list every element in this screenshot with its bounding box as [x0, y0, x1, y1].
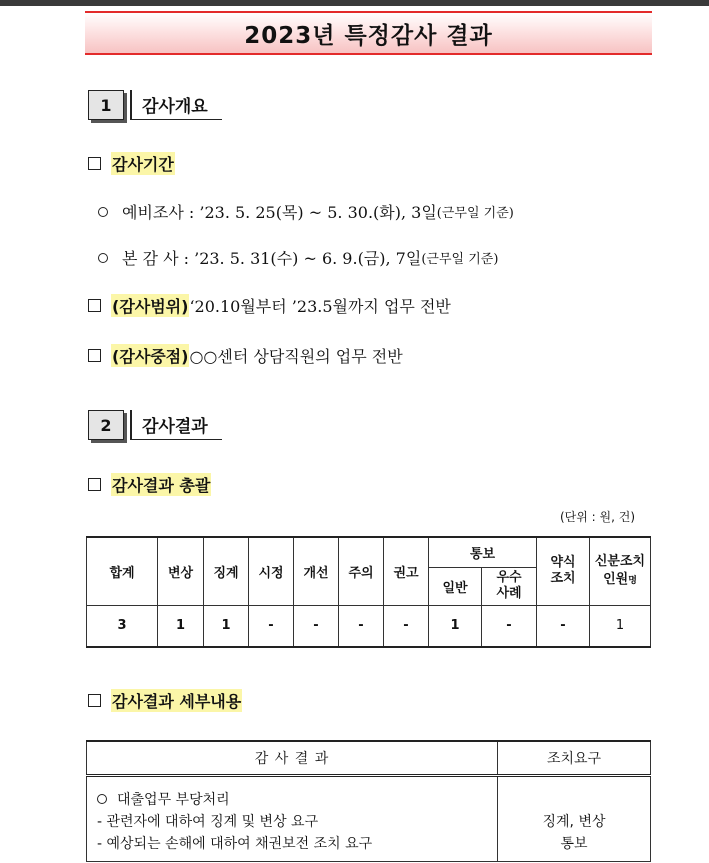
value-recommendation: - — [384, 605, 429, 647]
header-personnel-line2: 인원 — [603, 571, 629, 587]
value-correction: - — [249, 605, 294, 647]
focus-row — [88, 344, 403, 367]
detail-row — [87, 775, 651, 861]
detail-action-cell — [498, 775, 651, 861]
main-audit-text: 본 감 사 : ’23. 5. 31(수) ~ 6. 9.(금), 7일 — [122, 249, 422, 268]
scope-row — [88, 294, 451, 317]
scope-text: ‘20.10월부터 ’23.5월까지 업무 전반 — [189, 297, 451, 316]
header-compensation: 변상 — [158, 537, 204, 605]
detail-action-line2: 통보 — [560, 835, 588, 852]
pre-audit-note: (근무일 기준) — [436, 206, 514, 221]
value-notice-general: 1 — [429, 605, 482, 647]
header-personnel-unit: 명 — [628, 575, 637, 586]
checkbox-bullet-icon — [88, 349, 101, 362]
summary-label: 감사결과 총괄 — [111, 473, 211, 496]
detail-header-result: 감 사 결 과 — [87, 741, 498, 775]
detail-action-line1: 징계, 변상 — [542, 813, 606, 830]
document-title-banner — [85, 11, 652, 55]
scope-label: (감사범위) — [111, 294, 189, 317]
header-total: 합계 — [87, 537, 158, 605]
value-brief-action: - — [537, 605, 590, 647]
header-notice-best: 우수 사례 — [482, 567, 537, 605]
detail-item-title-line — [97, 789, 497, 811]
header-improvement: 개선 — [294, 537, 339, 605]
period-heading — [88, 152, 175, 175]
detail-label: 감사결과 세부내용 — [111, 689, 242, 712]
value-discipline: 1 — [204, 605, 249, 647]
header-brief-action: 약식 조치 — [537, 537, 590, 605]
focus-text: ○○센터 상담직원의 업무 전반 — [189, 347, 403, 366]
header-notice: 통보 — [429, 537, 537, 567]
unit-note: (단위 : 원, 건) — [560, 510, 636, 524]
window-top-bar — [0, 0, 709, 6]
detail-item-line2: - 예상되는 손해에 대하여 채권보전 조치 요구 — [97, 835, 373, 852]
detail-result-cell — [87, 775, 498, 861]
focus-label: (감사중점) — [111, 344, 189, 367]
main-audit-note: (근무일 기준) — [421, 252, 499, 267]
checkbox-bullet-icon — [88, 299, 101, 312]
summary-values-row — [87, 605, 651, 647]
checkbox-bullet-icon — [88, 694, 101, 707]
main-audit-row — [98, 246, 498, 269]
header-discipline: 징계 — [204, 537, 249, 605]
section-2-header — [88, 410, 222, 440]
section-title: 감사결과 — [132, 410, 222, 440]
pre-audit-row — [98, 200, 514, 223]
value-caution: - — [339, 605, 384, 647]
detail-item-title: 대출업무 부당처리 — [117, 791, 230, 808]
summary-table — [86, 536, 651, 648]
value-compensation: 1 — [158, 605, 204, 647]
section-number: 2 — [88, 410, 124, 440]
value-total: 3 — [87, 605, 158, 647]
checkbox-bullet-icon — [88, 478, 101, 491]
section-1-header — [88, 90, 222, 120]
circle-bullet-icon — [98, 253, 108, 263]
circle-bullet-icon — [97, 794, 107, 804]
value-improvement: - — [294, 605, 339, 647]
header-notice-general: 일반 — [429, 567, 482, 605]
header-personnel-line1: 신분조치 — [594, 553, 646, 569]
detail-table — [86, 740, 651, 862]
checkbox-bullet-icon — [88, 157, 101, 170]
header-recommendation: 권고 — [384, 537, 429, 605]
value-notice-best: - — [482, 605, 537, 647]
circle-bullet-icon — [98, 207, 108, 217]
detail-heading — [88, 689, 242, 712]
value-personnel: 1 — [590, 605, 651, 647]
header-caution: 주의 — [339, 537, 384, 605]
pre-audit-text: 예비조사 : ’23. 5. 25(목) ~ 5. 30.(화), 3일 — [122, 203, 437, 222]
header-personnel — [590, 537, 651, 605]
period-label: 감사기간 — [111, 152, 175, 175]
summary-heading — [88, 473, 211, 496]
detail-item-line1: - 관련자에 대하여 징계 및 변상 요구 — [97, 813, 319, 830]
section-title: 감사개요 — [132, 90, 222, 120]
detail-header-action: 조치요구 — [498, 741, 651, 775]
document-title: 2023년 특정감사 결과 — [244, 22, 493, 49]
header-correction: 시정 — [249, 537, 294, 605]
section-number: 1 — [88, 90, 124, 120]
